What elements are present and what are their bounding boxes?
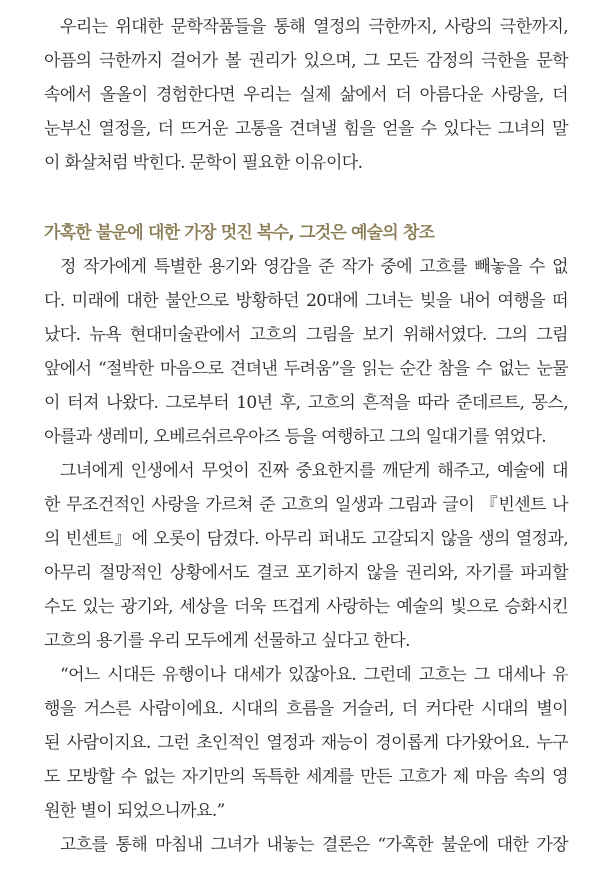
text-line: 우리는 위대한 문학작품들을 통해 열정의 극한까지, 사랑의 극한까지, bbox=[60, 17, 568, 37]
text-line: 의 빈센트』에 오롯이 담겼다. 아무리 퍼내도 고갈되지 않을 생의 열정과, bbox=[44, 529, 568, 549]
section-heading: 가혹한 불운에 대한 가장 멋진 복수, 그것은 예술의 창조 bbox=[44, 223, 435, 243]
text-line: 이 터져 나왔다. 그로부터 10년 후, 고흐의 흔적을 따라 준데르트, 몽스, bbox=[44, 393, 568, 413]
text-line: 아픔의 극한까지 걸어가 볼 권리가 있으며, 그 모든 감정의 극한을 문학 bbox=[44, 51, 568, 71]
text-line: 수도 있는 광기와, 세상을 더욱 뜨겁게 사랑하는 예술의 빛으로 승화시킨 bbox=[44, 597, 568, 617]
text-line: 속에서 올올이 경험한다면 우리는 실제 삶에서 더 아름다운 사랑을, 더 bbox=[44, 85, 568, 105]
text-line: 아무리 절망적인 상황에서도 결코 포기하지 않을 권리와, 자기를 파괴할 bbox=[44, 563, 568, 583]
text-line: 원한 별이 되었으니까요.” bbox=[44, 801, 225, 821]
quote-paragraph bbox=[28, 658, 568, 828]
conclusion-paragraph bbox=[28, 828, 568, 862]
intro-paragraph bbox=[28, 10, 568, 180]
body-paragraph-2 bbox=[28, 454, 568, 658]
text-line: 도 모방할 수 없는 자기만의 독특한 세계를 만든 고흐가 제 마음 속의 영 bbox=[44, 767, 568, 787]
text-line: 행을 거스른 사람이에요. 시대의 흐름을 거슬러, 더 커다란 시대의 별이 bbox=[44, 699, 568, 719]
text-line: 앞에서 “절박한 마음으로 견뎌낸 두려움”을 읽는 순간 참을 수 없는 눈물 bbox=[44, 359, 568, 379]
text-line: 된 사람이지요. 그런 초인적인 열정과 재능이 경이롭게 다가왔어요. 누구 bbox=[44, 733, 568, 753]
text-line: 눈부신 열정을, 더 뜨거운 고통을 견뎌낼 힘을 얻을 수 있다는 그녀의 말 bbox=[44, 119, 568, 139]
text-line: 그녀에게 인생에서 무엇이 진짜 중요한지를 깨닫게 해주고, 예술에 대 bbox=[60, 461, 568, 481]
text-line: 고흐를 통해 마침내 그녀가 내놓는 결론은 “가혹한 불운에 대한 가장 bbox=[60, 835, 568, 855]
text-line: 한 무조건적인 사랑을 가르쳐 준 고흐의 일생과 그림과 글이 『빈센트 나 bbox=[44, 495, 568, 515]
text-line: 다. 미래에 대한 불안으로 방황하던 20대에 그녀는 빚을 내어 여행을 떠 bbox=[44, 291, 568, 311]
text-line: 났다. 뉴욕 현대미술관에서 고흐의 그림을 보기 위해서였다. 그의 그림 bbox=[44, 325, 568, 345]
text-line: 아를과 생레미, 오베르쉬르우아즈 등을 여행하고 그의 일대기를 엮었다. bbox=[44, 427, 547, 447]
article-page bbox=[28, 10, 568, 862]
body-paragraph-1 bbox=[28, 250, 568, 454]
text-line: 고흐의 용기를 우리 모두에게 선물하고 싶다고 한다. bbox=[44, 631, 410, 651]
text-line: 이 화살처럼 박힌다. 문학이 필요한 이유이다. bbox=[44, 153, 363, 173]
text-line: “어느 시대든 유행이나 대세가 있잖아요. 그런데 고흐는 그 대세나 유 bbox=[60, 665, 568, 685]
text-line: 정 작가에게 특별한 용기와 영감을 준 작가 중에 고흐를 빼놓을 수 없 bbox=[60, 257, 568, 277]
